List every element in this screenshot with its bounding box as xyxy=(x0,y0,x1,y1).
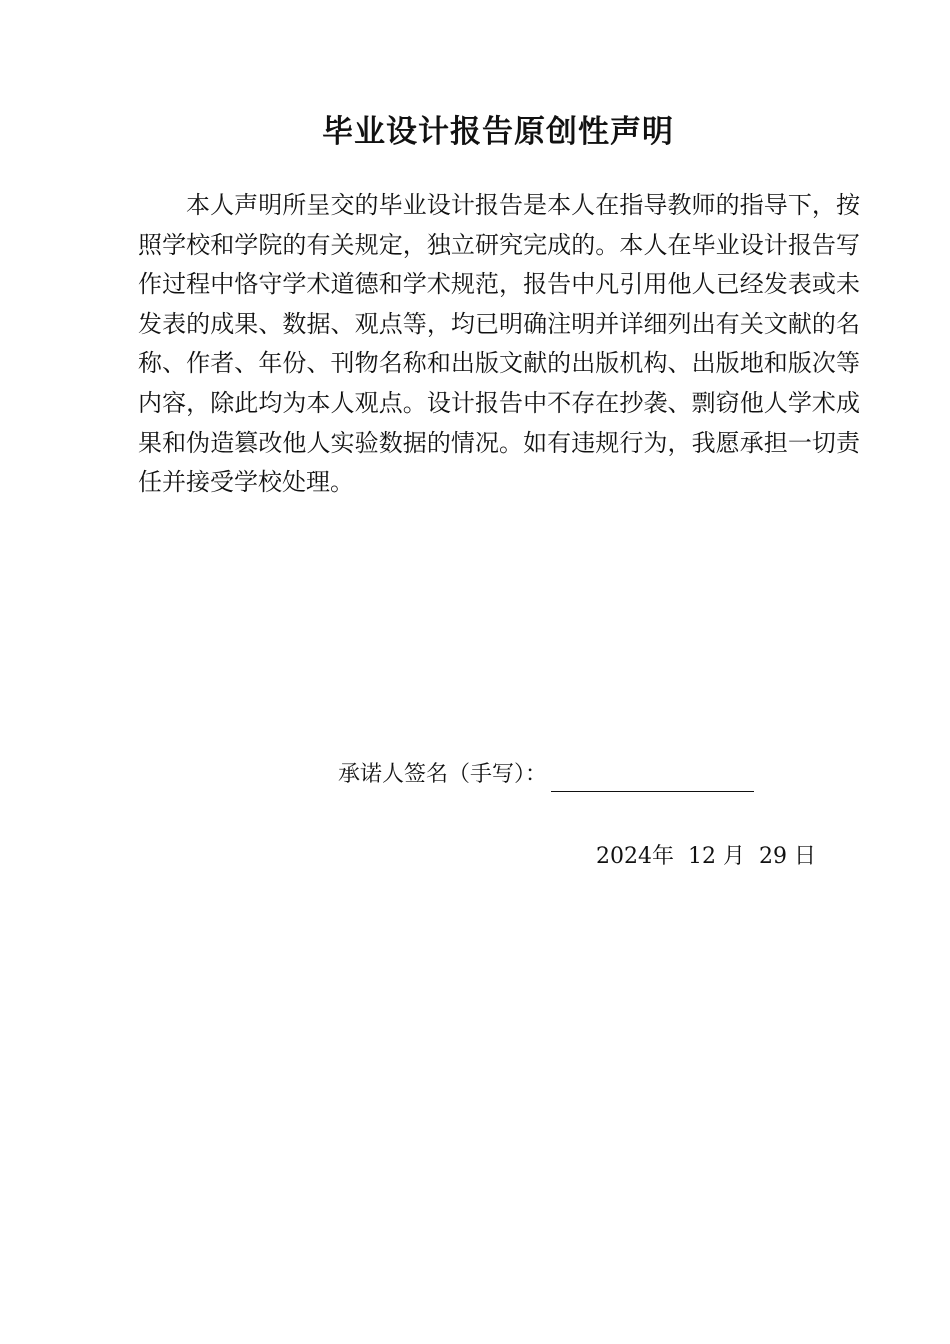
date-year-unit: 年 xyxy=(652,844,675,869)
page-title: 毕业设计报告原创性声明 xyxy=(322,114,674,150)
date-day: 29 xyxy=(759,844,788,869)
signature-blank-line xyxy=(551,763,754,792)
date-row xyxy=(596,840,816,874)
date-month-unit: 月 xyxy=(723,844,746,869)
declaration-paragraph: 本人声明所呈交的毕业设计报告是本人在指导教师的指导下，按照学校和学院的有关规定，独立研究完成的。本人在毕业设计报告写作过程中恪守学术道德和学术规范，报告中凡引用他人已经发表或未发表的成果、数据、观点等，均已明确注明并详细列出有关文献的名称、作者、年份、刊物名称和出版文献的出版机构、出版地和版次等内容，除此均为本人观点。设计报告中不存在抄袭、剽窃他人学术成果和伪造篡改他人实验数据的情况。如有违规行为，我愿承担一切责任并接受学校处理。 xyxy=(138,191,860,497)
signature-label: 承诺人签名（手写）： xyxy=(338,762,548,787)
date-month: 12 xyxy=(688,844,717,869)
signature-row xyxy=(338,758,754,792)
date-day-unit: 日 xyxy=(794,844,817,869)
date-year: 2024 xyxy=(596,844,652,869)
